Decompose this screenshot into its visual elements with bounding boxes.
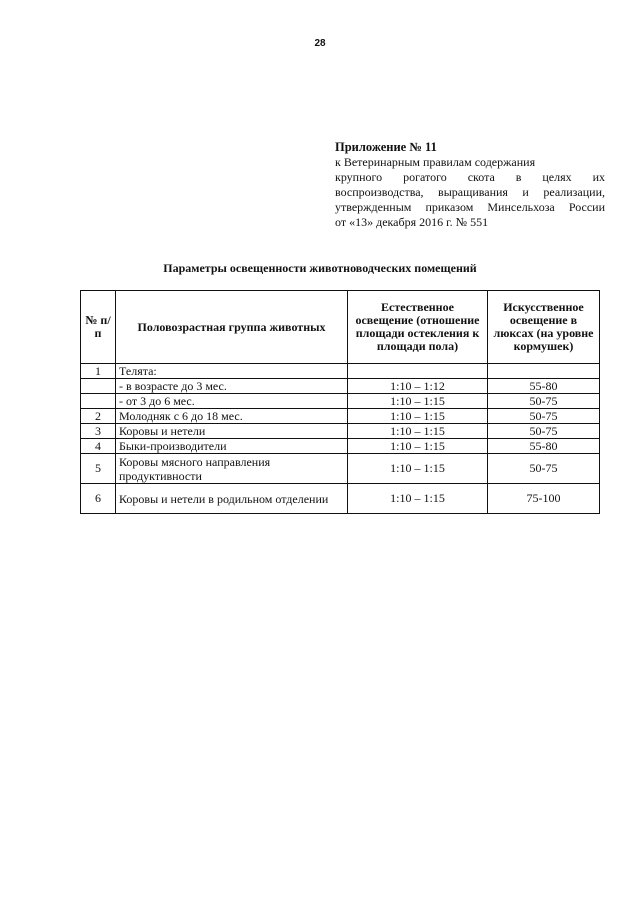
cell-artificial: 50-75 [488, 454, 600, 484]
cell-num [81, 379, 116, 394]
cell-natural [348, 364, 488, 379]
table-row [81, 379, 600, 394]
appendix-line: от «13» декабря 2016 г. № 551 [335, 215, 489, 229]
cell-group: Коровы мясного направления продуктивности [116, 454, 348, 484]
cell-natural: 1:10 – 1:15 [348, 409, 488, 424]
cell-num: 1 [81, 364, 116, 379]
table-row [81, 394, 600, 409]
appendix-line: утвержденным приказом Минсельхоза России [335, 200, 605, 214]
cell-artificial: 55-80 [488, 379, 600, 394]
cell-group: Коровы и нетели в родильном отделении [116, 484, 348, 514]
lighting-parameters-table [80, 290, 600, 514]
cell-natural: 1:10 – 1:15 [348, 394, 488, 409]
cell-natural: 1:10 – 1:15 [348, 424, 488, 439]
cell-num: 3 [81, 424, 116, 439]
cell-group: - в возрасте до 3 мес. [116, 379, 348, 394]
cell-group: Молодняк с 6 до 18 мес. [116, 409, 348, 424]
cell-num: 4 [81, 439, 116, 454]
cell-natural: 1:10 – 1:15 [348, 484, 488, 514]
header-num: № п/п [81, 291, 116, 364]
table-row [81, 484, 600, 514]
cell-natural: 1:10 – 1:15 [348, 454, 488, 484]
cell-num: 5 [81, 454, 116, 484]
cell-group: - от 3 до 6 мес. [116, 394, 348, 409]
table-row [81, 364, 600, 379]
cell-num [81, 394, 116, 409]
page-number: 28 [314, 38, 326, 49]
header-group: Половозрастная группа животных [116, 291, 348, 364]
cell-num: 6 [81, 484, 116, 514]
cell-artificial: 50-75 [488, 409, 600, 424]
cell-group: Коровы и нетели [116, 424, 348, 439]
appendix-line: к Ветеринарным правилам содержания [335, 155, 536, 169]
cell-natural: 1:10 – 1:12 [348, 379, 488, 394]
cell-artificial: 50-75 [488, 394, 600, 409]
cell-natural: 1:10 – 1:15 [348, 439, 488, 454]
cell-artificial: 50-75 [488, 424, 600, 439]
header-artificial-lighting: Искусственное освещение в люксах (на уровне кормушек) [488, 291, 600, 364]
cell-artificial: 75-100 [488, 484, 600, 514]
header-natural-lighting: Естественное освещение (отношение площади остекления к площади пола) [348, 291, 488, 364]
appendix-title: Приложение № 11 [335, 140, 437, 154]
appendix-line: воспроизводства, выращивания и реализации, [335, 185, 605, 199]
table-row [81, 454, 600, 484]
appendix-block [335, 140, 605, 230]
table-row [81, 439, 600, 454]
cell-group: Телята: [116, 364, 348, 379]
table-header-row [81, 291, 600, 364]
cell-group: Быки-производители [116, 439, 348, 454]
appendix-line: крупного рогатого скота в целях их [335, 170, 605, 184]
table-row [81, 409, 600, 424]
table-row [81, 424, 600, 439]
table-title: Параметры освещенности животноводческих помещений [163, 261, 477, 275]
cell-artificial: 55-80 [488, 439, 600, 454]
cell-num: 2 [81, 409, 116, 424]
cell-artificial [488, 364, 600, 379]
